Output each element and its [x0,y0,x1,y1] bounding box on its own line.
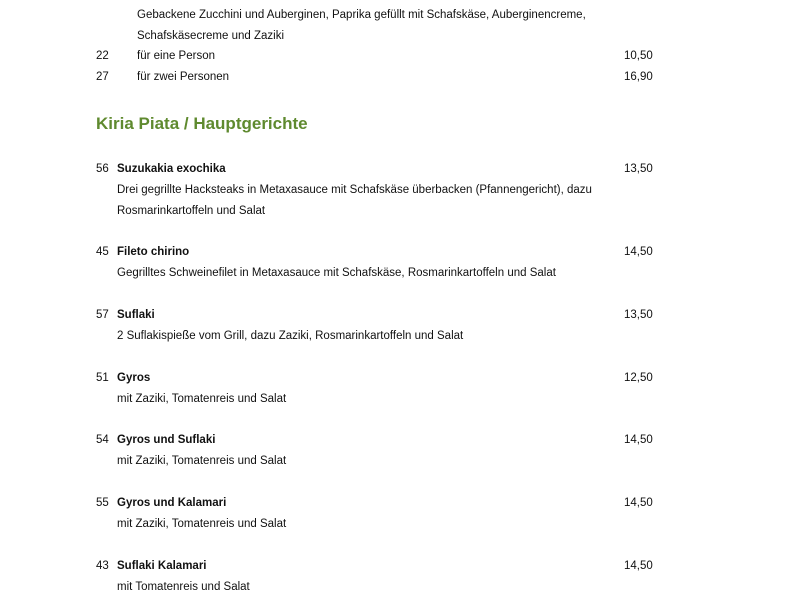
option-price: 16,90 [624,71,653,83]
option-label: für eine Person [137,50,215,62]
dish-price: 13,50 [624,309,653,321]
option-label: für zwei Personen [137,71,230,83]
dish-number: 54 [96,434,109,446]
option-price: 10,50 [624,50,653,62]
dish-name: Suflaki [117,309,155,321]
dish-name: Gyros und Kalamari [117,497,227,509]
dish-price: 14,50 [624,560,653,572]
dish-price: 14,50 [624,497,653,509]
dish-name: Gyros [117,372,151,384]
intro-description-line-2: Schafskäsecreme und Zaziki [137,30,285,42]
intro-description-line-1: Gebackene Zucchini und Auberginen, Paprika gefüllt mit Schafskäse, Auberginencreme, [137,9,586,21]
dish-name: Suzukakia exochika [117,163,226,175]
dish-price: 13,50 [624,163,653,175]
dish-description: mit Tomatenreis und Salat [117,581,250,593]
dish-description: 2 Suflakispieße vom Grill, dazu Zaziki, Rosmarinkartoffeln und Salat [117,330,464,342]
section-heading: Kiria Piata / Hauptgerichte [96,114,308,133]
dish-number: 55 [96,497,109,509]
dish-description: Drei gegrillte Hacksteaks in Metaxasauce mit Schafskäse überbacken (Pfannengericht), dazu [117,184,592,196]
option-number: 27 [96,71,109,83]
dish-name: Suflaki Kalamari [117,560,207,572]
dish-number: 43 [96,560,109,572]
dish-price: 14,50 [624,246,653,258]
dish-description: Rosmarinkartoffeln und Salat [117,205,266,217]
dish-number: 51 [96,372,109,384]
dish-description: Gegrilltes Schweinefilet in Metaxasauce mit Schafskäse, Rosmarinkartoffeln und Salat [117,267,556,279]
dish-number: 57 [96,309,109,321]
dish-price: 12,50 [624,372,653,384]
dish-name: Gyros und Suflaki [117,434,216,446]
option-number: 22 [96,50,109,62]
dish-price: 14,50 [624,434,653,446]
dish-description: mit Zaziki, Tomatenreis und Salat [117,518,287,530]
dish-description: mit Zaziki, Tomatenreis und Salat [117,455,287,467]
dish-number: 56 [96,163,109,175]
dish-name: Fileto chirino [117,246,190,258]
dish-description: mit Zaziki, Tomatenreis und Salat [117,393,287,405]
dish-number: 45 [96,246,109,258]
